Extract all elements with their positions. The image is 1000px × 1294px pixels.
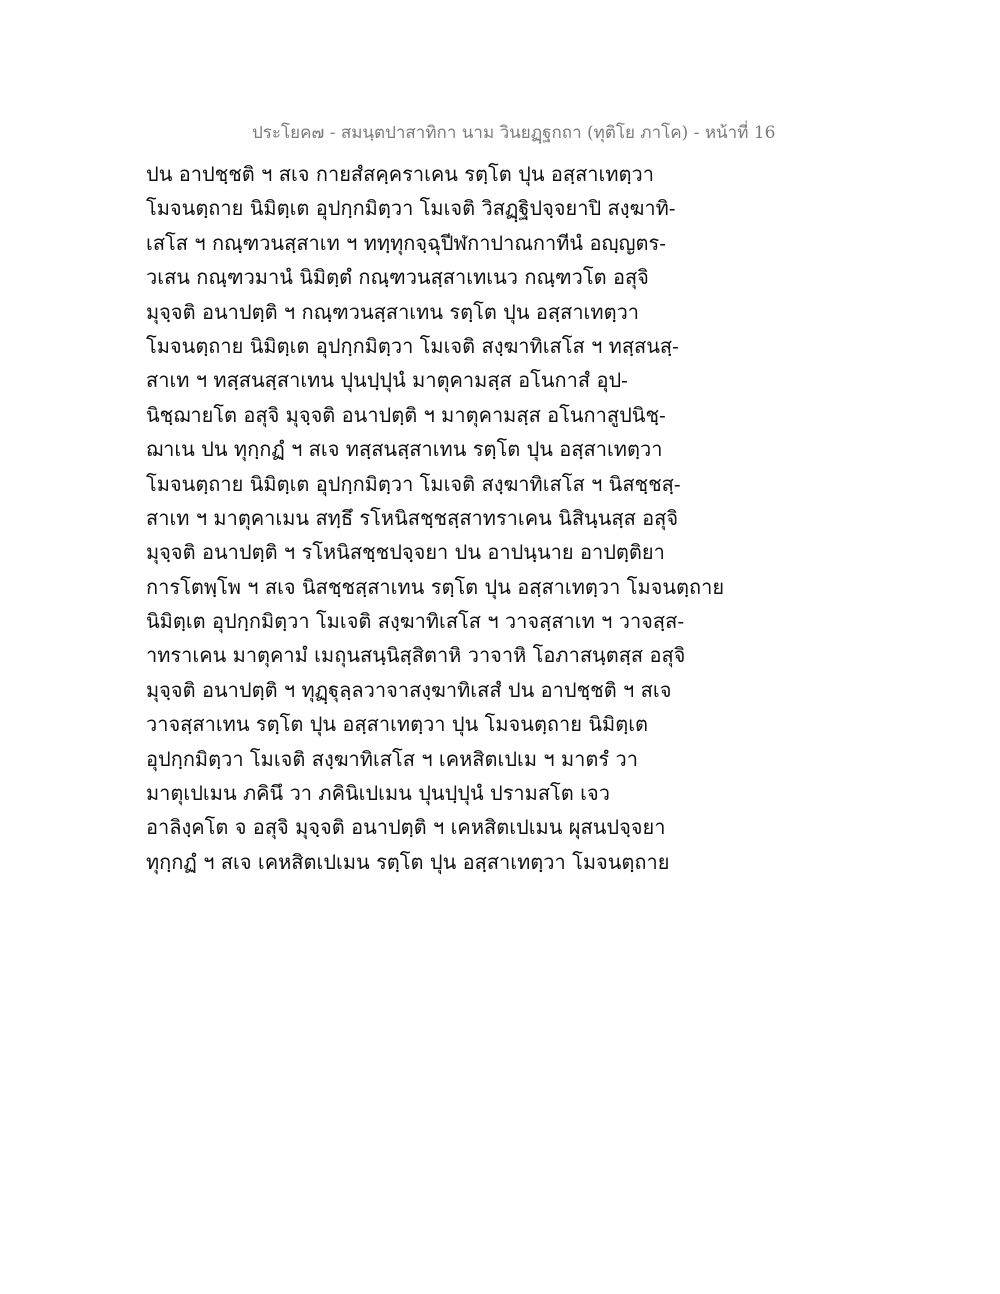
text-line: สาเท ฯ ทสฺสนสฺสาเทน ปุนปฺปุนํ มาตุคามสฺส อโนกาสํ อุป- bbox=[146, 368, 628, 393]
text-line: มุจฺจติ อนาปตฺติ ฯ รโหนิสชฺชปจฺจยา ปน อาปนฺนาย อาปตฺติยา bbox=[146, 540, 665, 565]
text-line: นิมิตฺเต อุปกฺกมิตฺวา โมเจติ สงฺฆาทิเสโส ฯ วาจสฺสาเท ฯ วาจสฺส- bbox=[146, 609, 685, 634]
text-line: อาลิงฺคโต จ อสุจิ มุจฺจติ อนาปตฺติ ฯ เคหสิตเปเมน ผุสนปจฺจยา bbox=[146, 815, 666, 840]
text-line: การโตพฺโพ ฯ สเจ นิสชฺชสฺสาเทน รตฺโต ปุน อสฺสาเทตฺวา โมจนตฺถาย bbox=[146, 574, 725, 599]
text-line: าทราเคน มาตุคามํ เมถุนสนฺนิสฺสิตาหิ วาจาหิ โอภาสนฺตสฺส อสุจิ bbox=[146, 643, 686, 668]
text-line: นิชฺฌายโต อสุจิ มุจฺจติ อนาปตฺติ ฯ มาตุคามสฺส อโนกาสูปนิชฺ- bbox=[146, 402, 666, 427]
text-line: ปน อาปชฺชติ ฯ สเจ กายสํสคฺคราเคน รตฺโต ปุน อสฺสาเทตฺวา bbox=[146, 162, 654, 186]
text-line: วาจสฺสาเทน รตฺโต ปุน อสฺสาเทตฺวา ปุน โมจนตฺถาย นิมิตฺเต bbox=[146, 712, 649, 737]
text-line: โมจนตฺถาย นิมิตฺเต อุปกฺกมิตฺวา โมเจติ สงฺฆาทิเสโส ฯ ทสฺสนสฺ- bbox=[146, 333, 679, 358]
text-line: มุจฺจติ อนาปตฺติ ฯ ทุฏฺฐุลฺลวาจาสงฺฆาทิเสสํ ปน อาปชฺชติ ฯ สเจ bbox=[146, 677, 672, 702]
text-line: ฌาเน ปน ทุกฺกฏํ ฯ สเจ ทสฺสนสฺสาเทน รตฺโต ปุน อสฺสาเทตฺวา bbox=[146, 437, 663, 462]
text-line: โมจนตฺถาย นิมิตฺเต อุปกฺกมิตฺวา โมเจติ วิสฏฺฐิปจฺจยาปิ สงฺฆาทิ- bbox=[146, 196, 676, 221]
text-line: โมจนตฺถาย นิมิตฺเต อุปกฺกมิตฺวา โมเจติ สงฺฆาทิเสโส ฯ นิสชฺชสฺ- bbox=[146, 471, 681, 496]
text-line: ทุกฺกฏํ ฯ สเจ เคหสิตเปเมน รตฺโต ปุน อสฺสาเทตฺวา โมจนตฺถาย bbox=[146, 849, 670, 874]
body-text bbox=[146, 160, 725, 882]
text-line: วเสน กณฺฑวมานํ นิมิตฺตํ กณฺฑวนสฺสาเทเนว กณฺฑวโต อสุจิ bbox=[146, 265, 649, 290]
page-header: ประโยค๗ - สมนฺตปาสาทิกา นาม วินยฏฺฐกถา (ทุติโย ภาโค) - หน้าที่ 16 bbox=[252, 123, 776, 143]
text-line: อุปกฺกมิตฺวา โมเจติ สงฺฆาทิเสโส ฯ เคหสิตเปเม ฯ มาตรํ วา bbox=[146, 746, 638, 771]
text-line: เสโส ฯ กณฺฑวนสฺสาเท ฯ ททฺทุกจฺฉุปีฬกาปาณกาทีนํ อญฺญตร- bbox=[146, 230, 667, 255]
text-line: มุจฺจติ อนาปตฺติ ฯ กณฺฑวนสฺสาเทน รตฺโต ปุน อสฺสาเทตฺวา bbox=[146, 299, 640, 324]
text-line: สาเท ฯ มาตุคาเมน สทฺธึ รโหนิสชฺชสฺสาทราเคน นิสินฺนสฺส อสุจิ bbox=[146, 505, 679, 530]
text-line: มาตุเปเมน ภคินึ วา ภคินิเปเมน ปุนปฺปุนํ ปรามสโต เจว bbox=[146, 781, 610, 806]
